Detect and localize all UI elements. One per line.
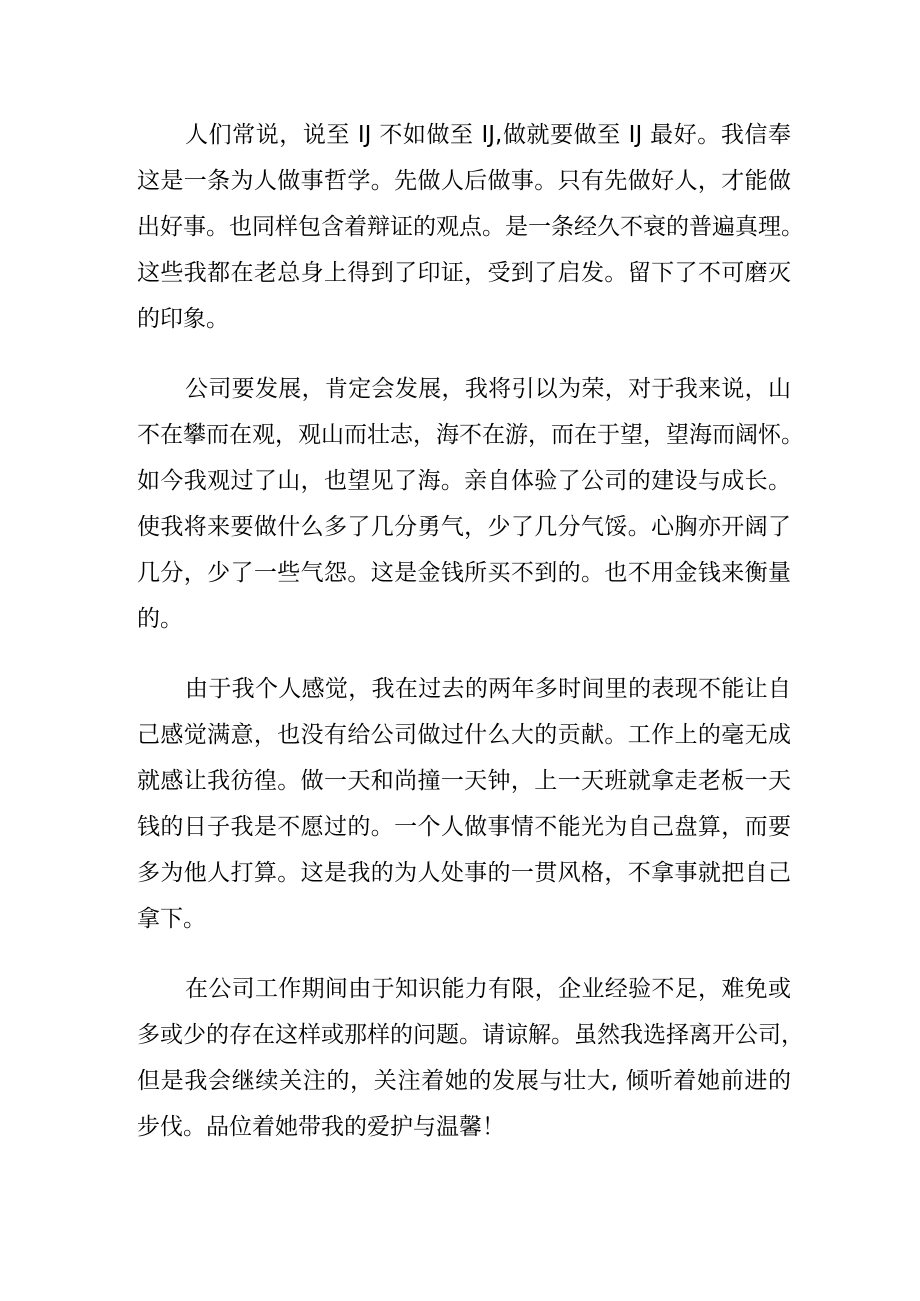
paragraph-2 <box>137 366 804 642</box>
paragraph-line: 使我将来要做什么多了几分勇气，少了几分气馁。心胸亦开阔了 <box>137 514 791 540</box>
paragraph-line: 这是一条为人做事哲学。先做人后做事。只有先做好人，才能做 <box>137 168 791 194</box>
paragraph-4 <box>137 966 804 1150</box>
paragraph-line: 出好事。也同样包含着辩证的观点。是一条经久不衰的普遍真理。 <box>137 214 804 240</box>
paragraph-line: 公司要发展，肯定会发展，我将引以为荣，对于我来说，山 <box>185 376 791 402</box>
paragraph-line: 钱的日子我是不愿过的。一个人做事情不能光为自己盘算，而要 <box>137 814 791 840</box>
paragraph-line: 拿下。 <box>137 906 206 932</box>
paragraph-line: 在公司工作期间由于知识能力有限，企业经验不足，难免或 <box>185 976 791 1002</box>
document-body <box>137 112 804 1174</box>
paragraph-line: 己感觉满意，也没有给公司做过什么大的贡献。工作上的毫无成 <box>137 722 791 748</box>
paragraph-line: 人们常说，说至 IJ 不如做至 IJ,做就要做至 IJ 最好。我信奉 <box>185 122 791 148</box>
paragraph-line: 多或少的存在这样或那样的问题。请谅解。虽然我选择离开公司， <box>137 1022 804 1048</box>
paragraph-line: 多为他人打算。这是我的为人处事的一贯风格，不拿事就把自己 <box>137 860 791 886</box>
paragraph-3 <box>137 666 791 942</box>
paragraph-line: 的。 <box>137 606 183 632</box>
paragraph-1 <box>137 112 804 342</box>
paragraph-line: 的印象。 <box>137 306 229 332</box>
paragraph-line: 如今我观过了山，也望见了海。亲自体验了公司的建设与成长。 <box>137 468 791 494</box>
paragraph-line: 步伐。品位着她带我的爱护与温馨！ <box>137 1114 505 1140</box>
paragraph-line: 但是我会继续关注的，关注着她的发展与壮大, 倾听着她前进的 <box>137 1068 791 1094</box>
paragraph-line: 不在攀而在观，观山而壮志，海不在游，而在于望，望海而阔怀。 <box>137 422 804 448</box>
paragraph-line: 就感让我彷徨。做一天和尚撞一天钟，上一天班就拿走老板一天 <box>137 768 791 794</box>
paragraph-line: 这些我都在老总身上得到了印证，受到了启发。留下了不可磨灭 <box>137 260 791 286</box>
paragraph-line: 由于我个人感觉，我在过去的两年多时间里的表现不能让自 <box>185 676 791 702</box>
paragraph-line: 几分，少了一些气怨。这是金钱所买不到的。也不用金钱来衡量 <box>137 560 791 586</box>
